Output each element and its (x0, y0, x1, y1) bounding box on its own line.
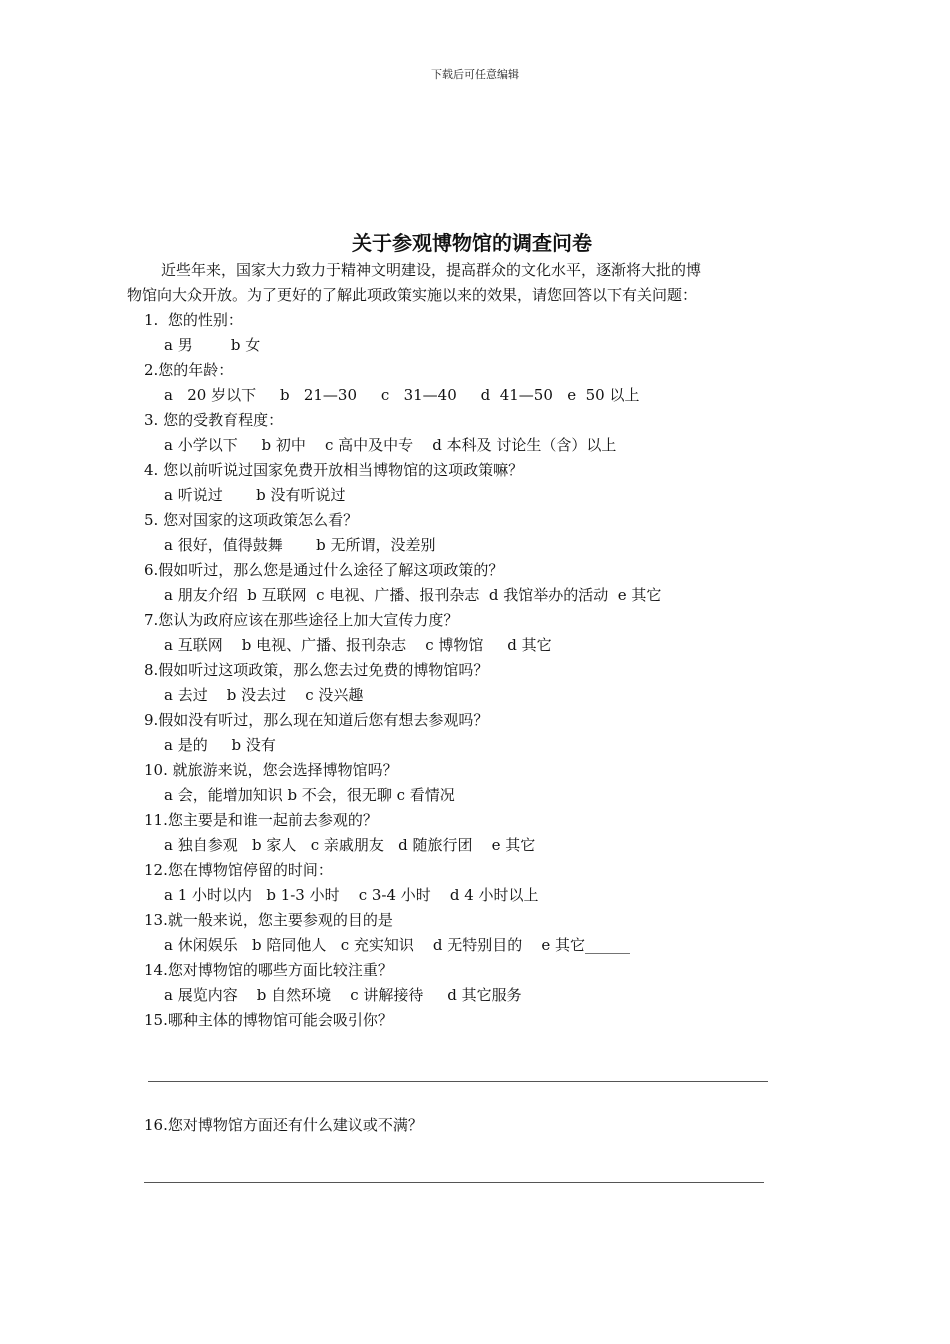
question-3 (144, 408, 784, 458)
question-text: 13.就一般来说，您主要参观的目的是 (144, 911, 393, 929)
question-options: a 听说过 b 没有听说过 (164, 486, 346, 504)
answer-line-16[interactable] (144, 1181, 764, 1183)
question-5 (144, 508, 784, 558)
document-title: 关于参观博物馆的调查问卷 (352, 231, 592, 255)
question-15 (144, 1008, 784, 1082)
header-note: 下载后可任意编辑 (431, 68, 519, 81)
question-options: a 朋友介绍 b 互联网 c 电视、广播、报刊杂志 d 我馆举办的活动 e 其它 (164, 586, 662, 604)
question-options: a 互联网 b 电视、广播、报刊杂志 c 博物馆 d 其它 (164, 636, 552, 654)
question-text: 2.您的年龄： (144, 361, 234, 379)
question-6 (144, 558, 784, 608)
question-options: a 20 岁以下 b 21—30 c 31—40 d 41—50 e 50 以上 (164, 386, 640, 404)
question-options: a 去过 b 没去过 c 没兴趣 (164, 686, 364, 704)
question-16 (144, 1113, 784, 1183)
intro-line-1: 近些年来，国家大力致力于精神文明建设，提高群众的文化水平，逐渐将大批的博 (161, 261, 702, 279)
question-12 (144, 858, 784, 908)
question-text: 16.您对博物馆方面还有什么建议或不满？ (144, 1116, 423, 1134)
question-text: 15.哪种主体的博物馆可能会吸引你？ (144, 1011, 393, 1029)
question-1 (144, 308, 784, 358)
question-4 (144, 458, 784, 508)
question-text: 5. 您对国家的这项政策怎么看？ (144, 511, 359, 529)
question-11 (144, 808, 784, 858)
question-options: a 是的 b 没有 (164, 736, 276, 754)
question-options: a 小学以下 b 初中 c 高中及中专 d 本科及 讨论生（含）以上 (164, 436, 617, 454)
question-text: 12.您在博物馆停留的时间： (144, 861, 333, 879)
question-9 (144, 708, 784, 758)
question-2 (144, 358, 784, 408)
question-text: 6.假如听过，那么您是通过什么途径了解这项政策的？ (144, 561, 504, 579)
questionnaire (127, 228, 784, 1183)
question-text: 3. 您的受教育程度： (144, 411, 284, 429)
question-text: 11.您主要是和谁一起前去参观的？ (144, 811, 378, 829)
question-text: 10. 就旅游来说，您会选择博物馆吗？ (144, 761, 398, 779)
question-7 (144, 608, 784, 658)
question-options: a 很好，值得鼓舞 b 无所谓，没差别 (164, 536, 436, 554)
question-options: a 独自参观 b 家人 c 亲戚朋友 d 随旅行团 e 其它 (164, 836, 536, 854)
question-text: 14.您对博物馆的哪些方面比较注重？ (144, 961, 393, 979)
question-14 (144, 958, 784, 1008)
question-options: a 展览内容 b 自然环境 c 讲解接待 d 其它服务 (164, 986, 522, 1004)
question-13 (144, 908, 784, 958)
question-text: 7.您认为政府应该在那些途径上加大宣传力度？ (144, 611, 459, 629)
answer-line-15[interactable] (148, 1080, 768, 1082)
question-text: 1. 您的性别： (144, 311, 243, 329)
question-text: 8.假如听过这项政策，那么您去过免费的博物馆吗？ (144, 661, 489, 679)
intro-line-2: 物馆向大众开放。为了更好的了解此项政策实施以来的效果，请您回答以下有关问题： (127, 286, 698, 304)
question-options: a 休闲娱乐 b 陪同他人 c 充实知识 d 无特别目的 e 其它______ (164, 936, 631, 954)
question-8 (144, 658, 784, 708)
question-options: a 1 小时以内 b 1-3 小时 c 3-4 小时 d 4 小时以上 (164, 886, 539, 904)
question-text: 9.假如没有听过，那么现在知道后您有想去参观吗？ (144, 711, 489, 729)
question-text: 4. 您以前听说过国家免费开放相当博物馆的这项政策嘛？ (144, 461, 524, 479)
question-10 (144, 758, 784, 808)
question-options: a 男 b 女 (164, 336, 261, 354)
intro-paragraph (127, 258, 784, 308)
question-options: a 会，能增加知识 b 不会，很无聊 c 看情况 (164, 786, 455, 804)
